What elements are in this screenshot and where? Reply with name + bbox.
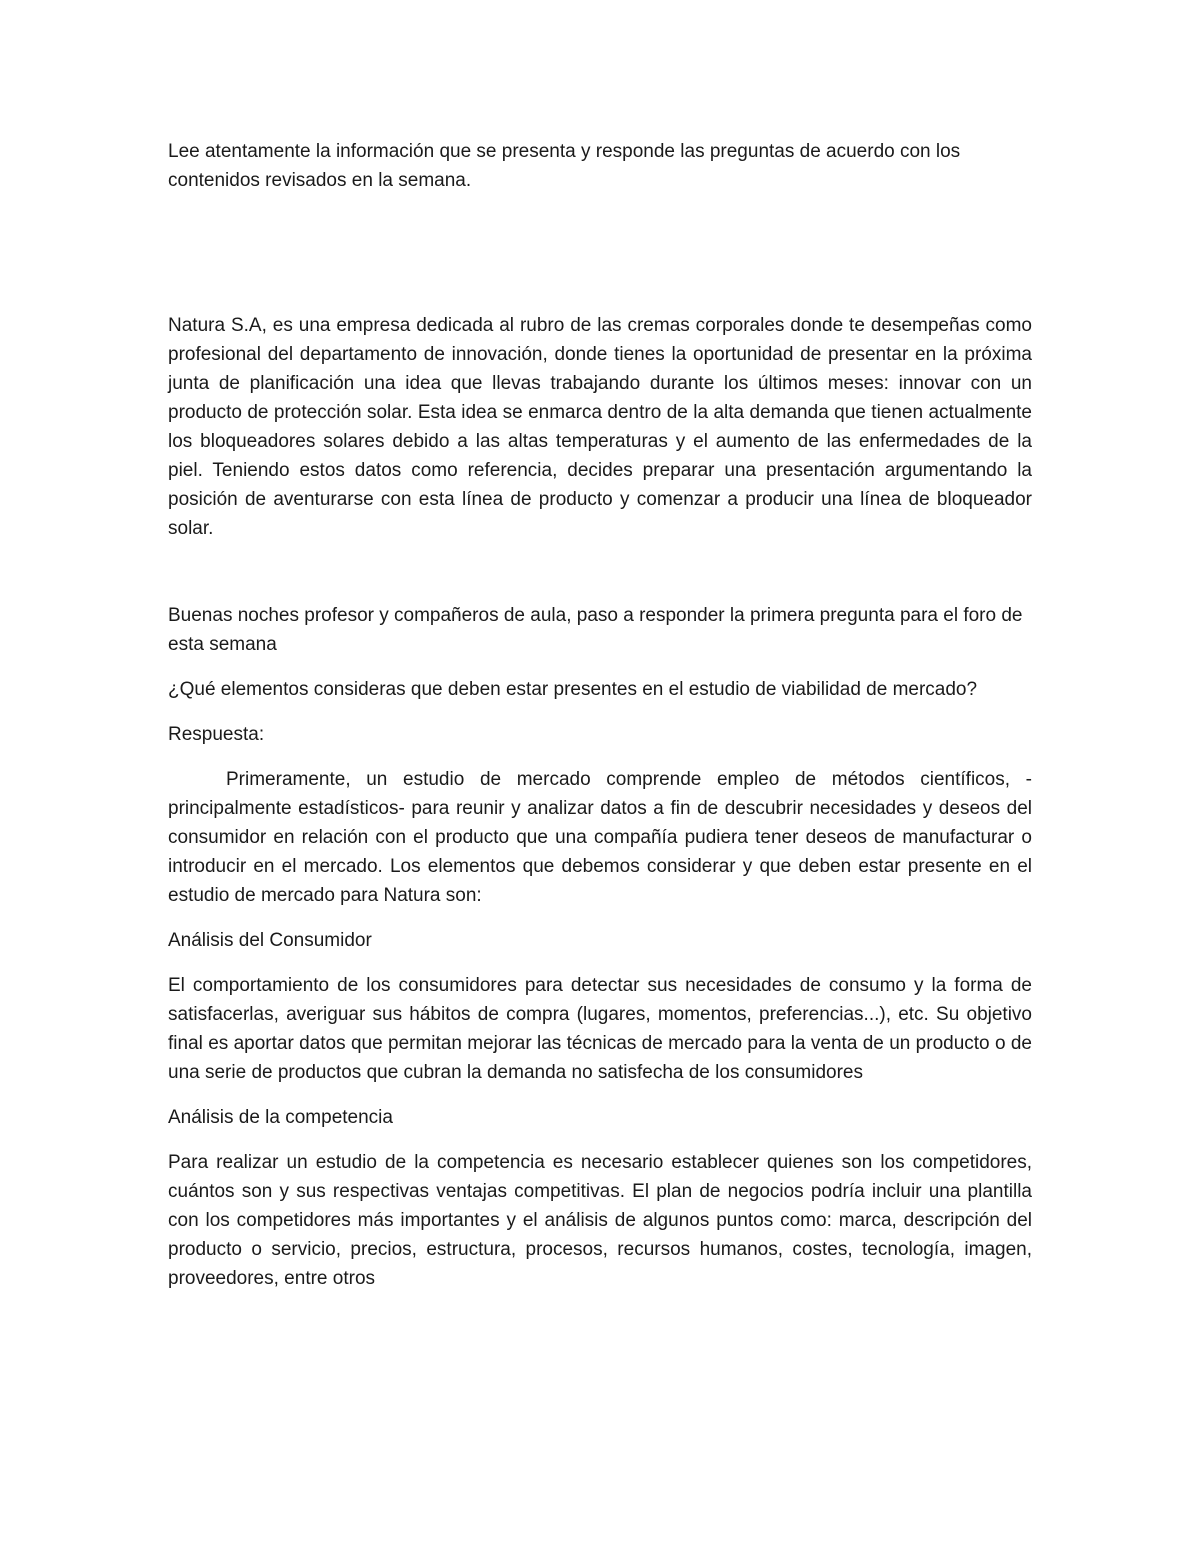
- section-text-consumer: El comportamiento de los consumidores para detectar sus necesidades de consumo y la forma de satisfacerlas, averiguar sus hábitos de compra (lugares, momentos, preferencias...), etc. Su objetivo final es aportar datos que permitan mejorar las técnicas de mercado para la venta de un producto o de una serie de productos que cubran la demanda no satisfecha de los consumidores: [168, 975, 1032, 1083]
- answer-intro-paragraph: Primeramente, un estudio de mercado comprende empleo de métodos científicos, -principalmente estadísticos- para reunir y analizar datos a fin de descubrir necesidades y deseos del consumidor en relación con el producto que una compañía pudiera tener deseos de manufacturar o introducir en el mercado. Los elementos que debemos considerar y que deben estar presente en el estudio de mercado para Natura son:: [168, 769, 1032, 906]
- document-page: [168, 137, 1032, 1293]
- section-heading-consumer: Análisis del Consumidor: [168, 930, 372, 951]
- section-heading-competition: Análisis de la competencia: [168, 1107, 393, 1128]
- greeting-paragraph: Buenas noches profesor y compañeros de aula, paso a responder la primera pregunta para el foro de esta semana: [168, 605, 1023, 655]
- instructions-paragraph: Lee atentamente la información que se presenta y responde las preguntas de acuerdo con los contenidos revisados en la semana.: [168, 141, 961, 191]
- section-text-competition: Para realizar un estudio de la competencia es necesario establecer quienes son los competidores, cuántos son y sus respectivas ventajas competitivas. El plan de negocios podría incluir una plantilla con los competidores más importantes y el análisis de algunos puntos como: marca, descripción del producto o servicio, precios, estructura, procesos, recursos humanos, costes, tecnología, imagen, proveedores, entre otros: [168, 1152, 1032, 1289]
- answer-label: Respuesta:: [168, 724, 265, 745]
- question-paragraph: ¿Qué elementos consideras que deben estar presentes en el estudio de viabilidad de mercado?: [168, 679, 978, 700]
- case-paragraph: Natura S.A, es una empresa dedicada al rubro de las cremas corporales donde te desempeñas como profesional del departamento de innovación, donde tienes la oportunidad de presentar en la próxima junta de planificación una idea que llevas trabajando durante los últimos meses: innovar con un producto de protección solar. Esta idea se enmarca dentro de la alta demanda que tienen actualmente los bloqueadores solares debido a las altas temperaturas y el aumento de las enfermedades de la piel. Teniendo estos datos como referencia, decides preparar una presentación argumentando la posición de aventurarse con esta línea de producto y comenzar a producir una línea de bloqueador solar.: [168, 315, 1032, 539]
